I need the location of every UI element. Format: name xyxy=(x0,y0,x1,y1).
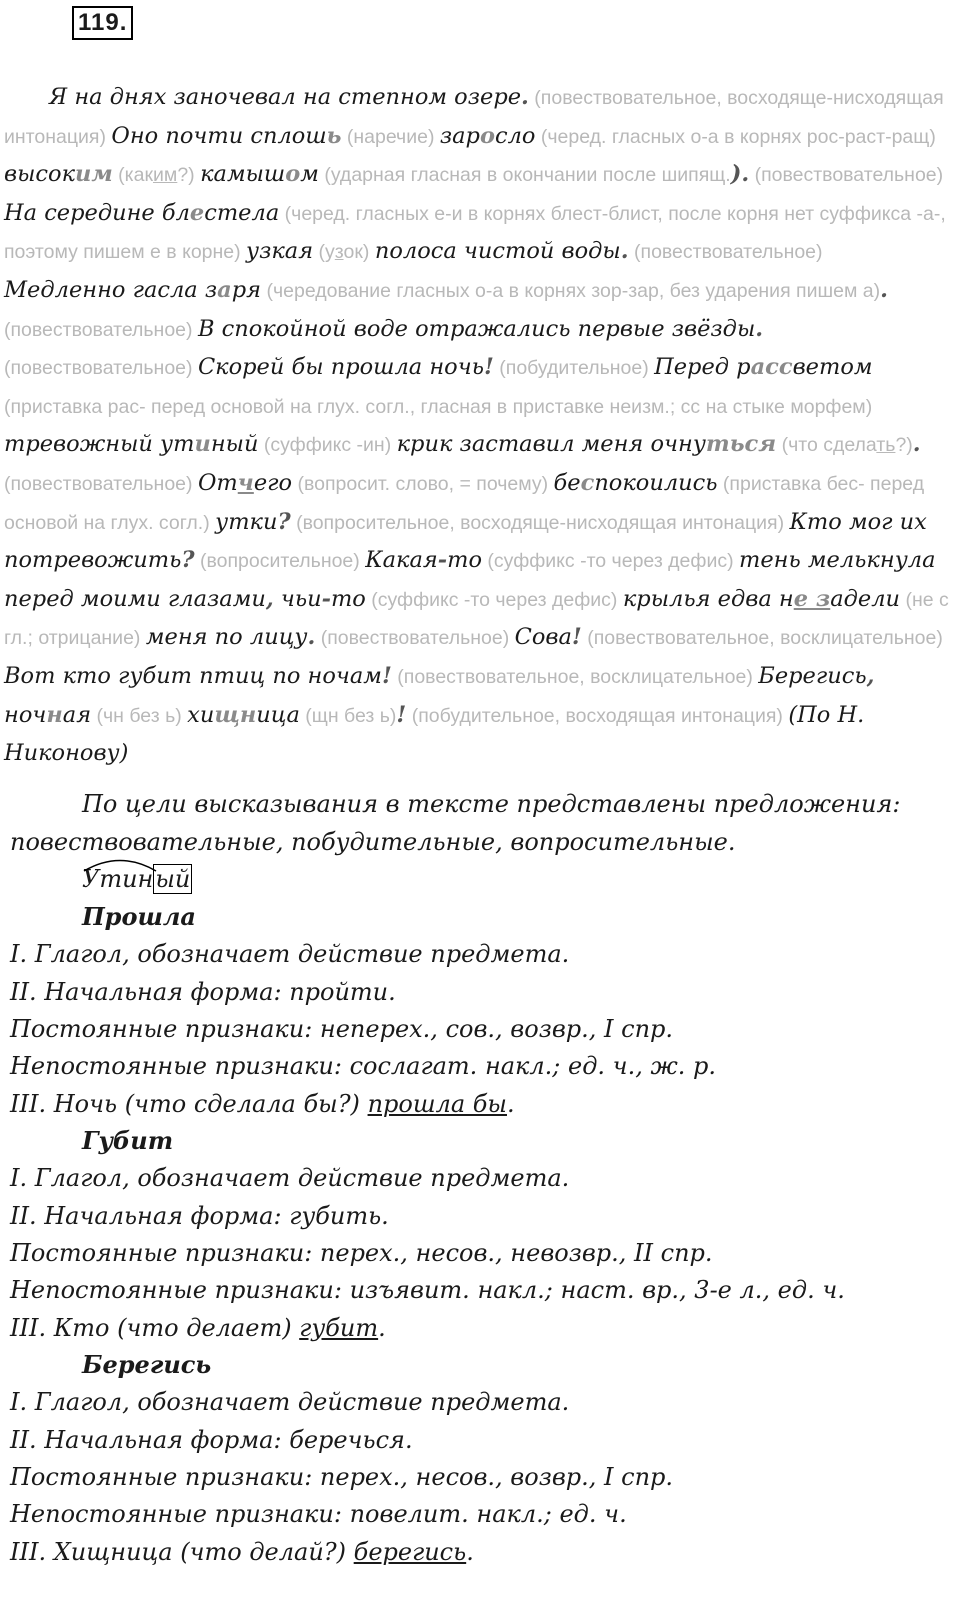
grammar-note: (повествовательное) xyxy=(4,357,198,380)
highlighted-letter: ь xyxy=(326,122,342,149)
text-segment: ица xyxy=(256,701,300,728)
parse-line: II. Начальная форма: пройти. xyxy=(10,978,396,1006)
grammar-note: (ударная гласная в окончании после шипящ. xyxy=(318,164,731,187)
grammar-note: (повествовательное, восклицательное) xyxy=(581,627,943,650)
text-segment: Кто мог их потревожить xyxy=(4,508,927,574)
grammar-note: (повествовательное) xyxy=(628,241,823,264)
parse-line: I. Глагол, обозначает действие предмета. xyxy=(10,1164,570,1192)
text-segment: ный xyxy=(210,431,259,458)
highlighted-letter: и xyxy=(194,431,211,458)
morpheme-root: Утин xyxy=(82,865,154,893)
highlighted-letter: с xyxy=(580,469,595,496)
grammar-note: (повествовательное, восклицательное) xyxy=(391,665,759,688)
grammar-note: (побудительное) xyxy=(493,357,655,380)
text-segment: сло xyxy=(494,122,536,149)
text-segment: адели xyxy=(830,585,901,612)
predicate: берегись xyxy=(353,1538,467,1566)
text-segment: чьи xyxy=(273,585,322,612)
highlighted-letter: ! xyxy=(396,701,407,728)
text-segment: то xyxy=(447,547,482,574)
grammar-note: (повествовательное) xyxy=(749,164,944,187)
highlighted-letter: ? xyxy=(277,508,291,535)
text-segment: ря xyxy=(231,276,262,303)
text-segment: ветом xyxy=(792,354,873,381)
text-segment: бе xyxy=(553,469,581,496)
text-segment: утки xyxy=(215,508,278,535)
text-segment: его xyxy=(253,469,293,496)
grammar-note: ть xyxy=(876,434,896,457)
parse-line: Постоянные признаки: неперех., сов., возвр., I спр. xyxy=(10,1015,674,1043)
text-segment: тревожный ут xyxy=(4,431,195,458)
morpheme-analysis xyxy=(82,864,192,894)
text-segment: Медленно гасла з xyxy=(4,276,218,303)
highlighted-letter: а xyxy=(217,276,232,303)
highlighted-letter: , xyxy=(265,585,274,612)
highlighted-letter: щн xyxy=(214,701,257,728)
grammar-note: (щн без ь) xyxy=(299,704,397,727)
text-segment: покоились xyxy=(594,469,718,496)
grammar-note: (побудительное, восходящая интонация) xyxy=(406,704,789,727)
parse-line: Непостоянные признаки: изъявит. накл.; наст. вр., 3-е л., ед. ч. xyxy=(10,1276,845,1304)
text-segment: м xyxy=(300,161,319,188)
text-segment: Скорей бы прошла ночь xyxy=(197,354,484,381)
highlighted-letter: . xyxy=(755,315,764,342)
text-segment: полоса чистой воды xyxy=(374,238,621,265)
highlighted-letter: о xyxy=(285,161,301,188)
parse-line: II. Начальная форма: губить. xyxy=(10,1202,389,1230)
grammar-note: (вопросительное) xyxy=(194,550,366,573)
parse-line: II. Начальная форма: беречься. xyxy=(10,1426,413,1454)
text-segment: крылья едва н xyxy=(622,585,794,612)
summary-line-1: По цели высказывания в тексте представлены предложения: xyxy=(82,790,901,818)
grammar-note: (повествовательное, восходяще-нисходящая интонация) xyxy=(4,87,944,148)
parse-heading: Берегись xyxy=(82,1350,212,1379)
grammar-note: (приставка рас- перед основой на глух. согл., гласная в приставке неизм.; сс на стыке морфем) xyxy=(4,395,873,418)
grammar-note: (чередование гласных о-а в корнях зор-зар, без ударения пишем а) xyxy=(261,279,881,302)
grammar-note: (не с гл.; отрицание) xyxy=(4,588,949,650)
grammar-note: (вопросит. слово, = почему) xyxy=(292,472,554,495)
text-segment: ая xyxy=(62,701,92,728)
highlighted-letter: е з xyxy=(793,585,831,612)
highlighted-letter: ! xyxy=(483,354,494,381)
parse-line: III. Хищница (что делай?) берегись. xyxy=(10,1538,474,1566)
parse-heading: Губит xyxy=(82,1126,174,1155)
highlighted-letter: о xyxy=(479,122,495,149)
parse-line: Непостоянные признаки: повелит. накл.; ед. ч. xyxy=(10,1500,627,1528)
highlighted-letter: . xyxy=(912,431,921,458)
morpheme-ending: ый xyxy=(155,865,191,893)
grammar-note: (черед. гласных о-а в корнях рос-раст-ращ) xyxy=(535,125,936,148)
text-segment: то xyxy=(330,585,366,612)
parse-line: I. Глагол, обозначает действие предмета. xyxy=(10,940,570,968)
grammar-note: (у xyxy=(313,241,335,264)
highlighted-letter: ). xyxy=(730,161,750,188)
grammar-note: (вопросительное, восходяще-нисходящая интонация) xyxy=(290,511,790,534)
parse-line: Постоянные признаки: перех., несов., невозвр., II спр. xyxy=(10,1239,713,1267)
text-segment: узкая xyxy=(246,238,314,265)
exercise-number: 119. xyxy=(72,6,133,40)
text-segment: Оно почти сплош xyxy=(111,122,327,149)
text-segment: ноч xyxy=(4,701,47,728)
grammar-note: (чн без ь) xyxy=(91,704,188,727)
grammar-note: ?) xyxy=(895,434,913,457)
grammar-note: (повествовательное) xyxy=(4,318,198,341)
grammar-note: (приставка бес- перед основой на глух. согл.) xyxy=(4,472,925,534)
text-segment: Перед р xyxy=(654,354,751,381)
highlighted-letter: е xyxy=(189,199,205,226)
text-segment: В спокойной воде отражались первые звёзды xyxy=(197,315,756,342)
grammar-note: (суффикс -то через дефис) xyxy=(365,588,623,611)
parse-line: III. Кто (что делает) губит. xyxy=(10,1314,386,1342)
grammar-note: ?) xyxy=(177,164,201,187)
text-segment: стела xyxy=(204,199,280,226)
predicate: губит xyxy=(299,1314,379,1342)
parse-line: I. Глагол, обозначает действие предмета. xyxy=(10,1388,570,1416)
highlighted-letter: им xyxy=(75,161,113,188)
text-segment: высок xyxy=(4,161,76,188)
highlighted-letter: - xyxy=(321,585,331,612)
text-segment: Я на днях заночевал на степном озере xyxy=(4,84,522,110)
highlighted-letter: . xyxy=(880,276,888,303)
highlighted-letter: . xyxy=(521,84,529,110)
grammar-note: (как xyxy=(112,164,154,187)
grammar-note: (черед. гласных е-и в корнях блест-блист, после корня нет суффикса -а-, поэтому пишем е в корне) xyxy=(4,202,946,264)
text-segment: камыш xyxy=(200,161,286,188)
text-segment: Какая xyxy=(365,547,438,574)
grammar-note: (повествовательное) xyxy=(315,627,515,650)
text-segment: тень мелькнула перед моими глазами xyxy=(4,547,936,612)
root-arc-icon xyxy=(82,856,160,872)
grammar-note: им xyxy=(153,164,178,187)
exercise-text xyxy=(4,79,949,773)
highlighted-letter: н xyxy=(46,701,63,728)
grammar-note: (повествовательное) xyxy=(4,472,198,495)
parse-line: III. Ночь (что сделала бы?) прошла бы. xyxy=(10,1090,515,1118)
text-segment: (По Н. Никонову) xyxy=(4,701,865,767)
parse-heading: Прошла xyxy=(82,902,196,931)
text-segment: крик заставил меня очну xyxy=(396,431,706,458)
highlighted-letter: ! xyxy=(571,624,582,651)
highlighted-letter: - xyxy=(437,547,448,574)
text-segment: На середине бл xyxy=(4,199,190,226)
grammar-note: (наречие) xyxy=(341,125,440,148)
highlighted-letter: ч xyxy=(237,469,254,496)
text-segment: Вот кто губит птиц по ночам xyxy=(4,662,382,689)
text-segment: хи xyxy=(187,701,215,728)
highlighted-letter: ! xyxy=(381,662,392,689)
text-segment: От xyxy=(197,469,238,496)
parse-line: Непостоянные признаки: сослагат. накл.; ед. ч., ж. р. xyxy=(10,1052,717,1080)
highlighted-letter: ться xyxy=(705,431,777,458)
parse-line: Постоянные признаки: перех., несов., возвр., I спр. xyxy=(10,1463,674,1491)
text-segment: Сова xyxy=(514,624,572,651)
grammar-note: (суффикс -ин) xyxy=(258,434,397,457)
grammar-note: ок) xyxy=(343,241,375,264)
text-segment: Берегись xyxy=(758,662,867,689)
text-segment: меня по лицу xyxy=(145,624,308,651)
highlighted-letter: , xyxy=(866,662,875,689)
grammar-note: (суффикс -то через дефис) xyxy=(482,550,740,573)
predicate: прошла бы xyxy=(367,1090,507,1118)
summary-line-2: повествовательные, побудительные, вопросительные. xyxy=(10,828,736,856)
highlighted-letter: . xyxy=(307,624,316,651)
highlighted-letter: асс xyxy=(750,354,793,381)
highlighted-letter: ? xyxy=(181,547,195,574)
grammar-note: (что сдела xyxy=(776,434,877,457)
highlighted-letter: . xyxy=(620,238,629,265)
grammar-note: з xyxy=(334,241,344,264)
text-segment: зар xyxy=(439,122,480,149)
